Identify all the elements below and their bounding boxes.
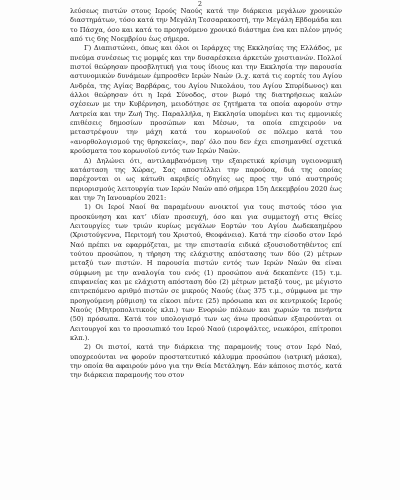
paragraph-continuation: λεύσεως πιστών στους Ιερούς Ναούς κατά την διάρκεια μεγάλων χρονικών διαστημάτων, τόσο κατά την Μεγάλη Τεσσαρακοστή, την Μεγάλη Εβδομάδα και το Πάσχα, όσο και κατά το προηγούμενο χρονικό διάστημα ένα και πλέον μηνός από τις 6ης Νοεμβρίου έως σήμερα. [70,7,342,44]
paragraph-item-2: 2) Οι πιστοί, κατά την διάρκεια της παραμονής τους στον Ιερό Ναό, υποχρεούνται να φορούν προστατευτικό κάλυμμα προσώπου (ιατρική μάσκα), την οποία θα αφαιρούν μόνο για την Θεία Μετάληψη. Εάν κάποιος πιστός, κατά την διάρκεια παραμονής του στον [70,343,342,380]
document-body [70,7,342,381]
paragraph-item-1: 1) Οι Ιεροί Ναοί θα παραμένουν ανοικτοί για τους πιστούς τόσο για προσκύνηση και κατ’ ιδίαν προσευχή, όσο και για συμμετοχή στις Θείες Λειτουργίες των τριών κυρίως μεγάλων Εορτών του Αγίου Δωδεκαημέρου (Χριστούγεννα, Περιτομή του Χριστού, Θεοφάνεια). Κατά την είσοδο στον Ιερό Ναό πρέπει να εφαρμόζεται, με την επιστασία ειδικά εξουσιοδοτηθέντος επί τούτου προσώπου, η τήρηση της ελάχιστης απόστασης των δύο (2) μέτρων μεταξύ των πιστών. Η παρουσία πιστών εντός των Ιερών Ναών θα είναι σύμφωνη με την αναλογία του ενός (1) προσώπου ανά δεκαπέντε (15) τ.μ. επιφανείας και με ελάχιστη απόσταση δύο (2) μέτρων μεταξύ τους, με μέγιστο επιτρεπόμενο αριθμό πιστών σε μικρούς Ναούς (έως 375 τ.μ., σύμφωνα με την προηγούμενη ρύθμιση) τα είκοσι πέντε (25) πρόσωπα και σε κεντρικούς Ιερούς Ναούς (Μητροπολιτικούς κλπ.) των Ενοριών πόλεων και χωριών τα πενήντα (50) πρόσωπα. Κατά τον υπολογισμό των ως άνω προσώπων εξαιρούνται οι Λειτουργοί και το προσωπικό του Ιερού Ναού (ιεροψάλτες, νεωκόροι, επίτροποι κλπ.). [70,203,342,343]
paragraph-c: Γ) Διαπιστώνει, όπως και όλοι οι Ιεράρχες της Εκκλησίας της Ελλάδος, με πνεύμα συνέσεως τις μομφές και την δυσαρέσκεια άρκετών χριστιανών. Πολλοί πιστοί θεώρησαν προσβλητική για τους ίδιους και την Εκκλησία την παρουσία αστυνομικών δυνάμεων έμπροσθεν Ιερών Ναών (λ.χ. κατά τις εορτές του Αγίου Ανδρέα, της Αγίας Βαρβάρας, του Αγίου Νικολάου, του Αγίου Σπυρίδωνος) και άλλοι θεώρησαν ότι η Ιερά Σύνοδος, στον βωμό της διατηρήσεως καλών σχέσεων με την Κυβέρνηση, μειοδότησε σε ζητήματα τα οποία αφορούν στην Λατρεία και την Ζωή Της. Παραλλήλα, η Εκκλησία υπομένει και τις εμμονικές επιθέσεις δημοσίων προσώπων και Μέσων, τα οποία επιχειρούν να μεταστρέψουν την μάχη κατά του κορωνοϊού σε πόλεμο κατά του «ανορθολογισμού της θρησκείας», παρ’ όλο που δεν έχει επισημανθεί σχετικά κρούσματα του κορωνοϊού εντός των Ιερών Ναών. [70,44,342,156]
paragraph-d: Δ) Δηλώνει ότι, αντιλαμβανόμενη την εξαιρετικά κρίσιμη υγειονομική κατάσταση της Χώρας, Σας αποστέλλει την παρούσα, διά της οποίας παρέχονται οι ως κάτωθι ακριβείς οδηγίες ως προς την υπό αυστηρούς περιορισμούς λειτουργία των Ιερών Ναών από σήμερα 15η Δεκεμβρίου 2020 έως και την 7η Ιανουαρίου 2021: [70,156,342,202]
page-number: 2 [197,0,203,8]
